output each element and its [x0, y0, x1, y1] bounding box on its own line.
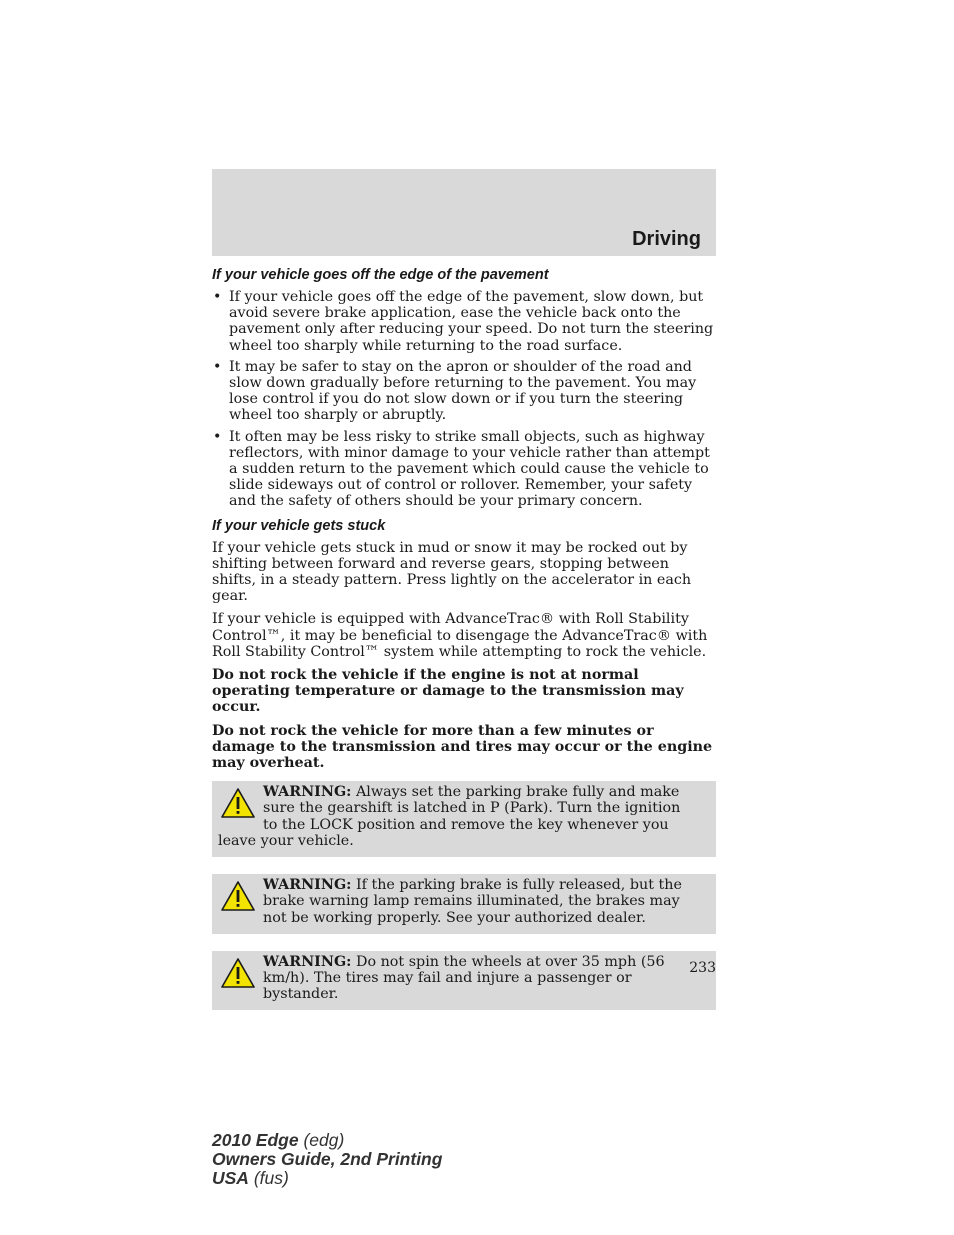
page-content [212, 266, 716, 1027]
warning-text: Always set the parking brake fully and make sure the gearshift is latched in P (Park). Turn the ignition to the LOCK position and remove the key whenever you leave your vehicle. [218, 784, 681, 849]
warning-box [212, 874, 716, 934]
paragraph: If your vehicle is equipped with AdvanceTrac® with Roll Stability Control™, it may be beneficial to disengage the AdvanceTrac® with Roll Stability Control™ system while attempting to rock the vehicle. [212, 611, 708, 660]
warning-triangle-icon [220, 880, 256, 912]
footer-region-code: (fus) [253, 1168, 289, 1188]
warning-text: Do not spin the wheels at over 35 mph (56 km/h). The tires may fail and injure a passenger or bystander. [263, 953, 665, 1003]
list-item: • If your vehicle goes off the edge of the pavement, slow down, but avoid severe brake application, ease the vehicle back onto the pavement only after reducing your speed. Do not turn the steering wheel too sharply while returning to the road surface. [212, 289, 716, 354]
document-footer [212, 1131, 442, 1188]
warning-label: WARNING: [263, 877, 352, 894]
bold-caution-paragraph: Do not rock the vehicle if the engine is not at normal operating temperature or damage to the transmission may occur. [212, 667, 684, 716]
list-item: • It may be safer to stay on the apron or shoulder of the road and slow down gradually before returning to the pavement. You may lose control if you do not slow down or if you turn the steering wheel too sharply or abruptly. [212, 359, 716, 424]
chapter-title: Driving [632, 228, 701, 250]
footer-guide: Owners Guide, 2nd Printing [212, 1149, 443, 1169]
warning-label: WARNING: [263, 784, 352, 801]
footer-model: 2010 Edge [212, 1130, 299, 1150]
section-heading-stuck: If your vehicle gets stuck [212, 517, 386, 534]
page-number: 233 [689, 960, 716, 976]
warning-label: WARNING: [263, 953, 352, 970]
footer-model-line [212, 1131, 442, 1150]
warning-triangle-icon [220, 787, 256, 819]
warning-triangle-icon [220, 957, 256, 989]
footer-region-line [212, 1169, 442, 1188]
chapter-header-band [212, 169, 716, 256]
list-item: • It often may be less risky to strike small objects, such as highway reflectors, with minor damage to your vehicle rather than attempt a sudden return to the pavement which could cause the vehicle to slide sideways out of control or rollover. Remember, your safety and the safety of others should be your primary concern. [212, 429, 716, 510]
paragraph: If your vehicle gets stuck in mud or snow it may be rocked out by shifting between forward and reverse gears, stopping between shifts, in a steady pattern. Press lightly on the accelerator in each gear. [212, 539, 692, 605]
bold-caution-paragraph: Do not rock the vehicle for more than a few minutes or damage to the transmission and tires may occur or the engine may overheat. [212, 722, 713, 772]
footer-model-code: (edg) [303, 1130, 345, 1150]
pavement-bullet-list [212, 289, 716, 510]
footer-region: USA [212, 1168, 249, 1188]
warning-box [212, 781, 716, 857]
section-heading-pavement: If your vehicle goes off the edge of the pavement [212, 267, 549, 283]
warning-text: If the parking brake is fully released, but the brake warning lamp remains illuminated, the brakes may not be working properly. See your authorized dealer. [263, 877, 682, 926]
